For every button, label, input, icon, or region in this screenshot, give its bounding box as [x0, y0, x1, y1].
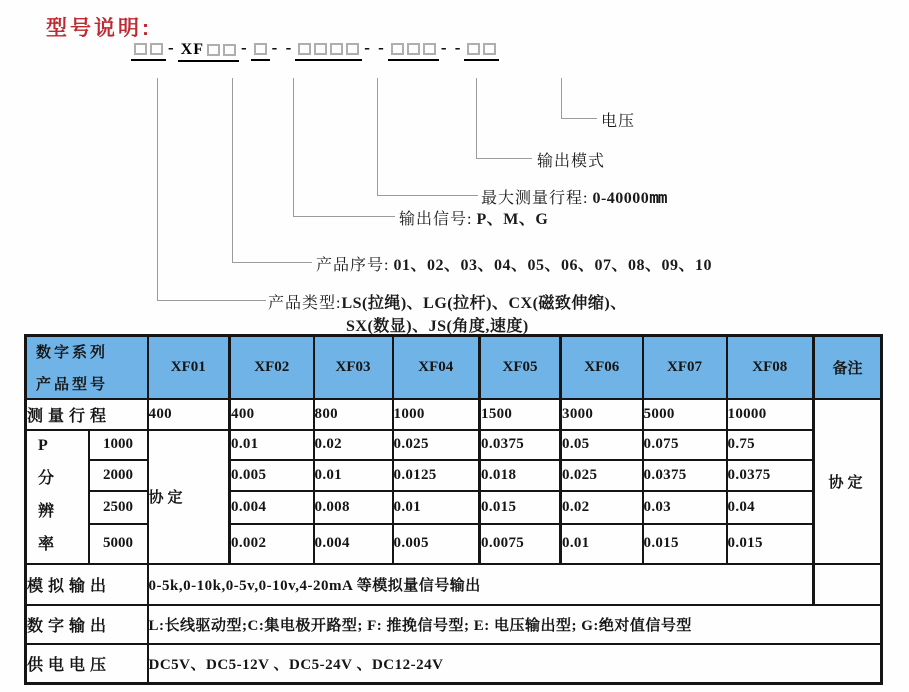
res-value: 0.01	[230, 430, 314, 460]
code-box	[346, 43, 359, 55]
callout-max-travel-label: 最大测量行程:	[481, 190, 589, 207]
p-char: 辨	[38, 503, 55, 521]
analog-value: 0-5k,0-10k,0-5v,0-10v,4-20mA 等模拟量信号输出	[148, 564, 814, 605]
code-separator: - -	[440, 38, 463, 57]
header-col-xf08: XF08	[727, 336, 814, 399]
res-value: 0.04	[727, 491, 814, 524]
travel-value: 1500	[480, 399, 561, 430]
callout-product-type	[268, 290, 627, 336]
res-value: 0.01	[561, 524, 643, 564]
travel-value: 1000	[393, 399, 480, 430]
res-value: 0.02	[314, 430, 393, 460]
callout-connector-horizontal	[377, 195, 478, 196]
code-box	[207, 44, 220, 56]
travel-label: 测量行程	[26, 399, 148, 430]
callout-max-travel-value: 0-40000	[592, 190, 650, 207]
res-value: 0.025	[561, 460, 643, 491]
res-value: 0.002	[230, 524, 314, 564]
callout-product-type-label: 产品类型:	[268, 295, 342, 312]
res-value: 0.018	[480, 460, 561, 491]
code-segment-4	[295, 42, 362, 61]
page-title: 型号说明:	[46, 17, 152, 40]
callout-output-signal	[399, 206, 548, 229]
code-box	[134, 43, 147, 55]
code-prefix-xf: XF	[180, 41, 204, 58]
travel-value: 10000	[727, 399, 814, 430]
travel-value: 3000	[561, 399, 643, 430]
code-separator: -	[241, 38, 249, 57]
remark-agreement-cell: 协定	[814, 399, 882, 564]
table-row-travel	[26, 399, 882, 430]
code-segment-5	[388, 42, 439, 61]
table-row-res-1000	[26, 430, 882, 460]
header-col-xf05: XF05	[480, 336, 561, 399]
analog-remark-empty	[814, 564, 882, 605]
code-separator: - -	[271, 38, 294, 57]
travel-value: 800	[314, 399, 393, 430]
header-col-xf03: XF03	[314, 336, 393, 399]
freq-cell: 5000	[89, 524, 148, 564]
resolution-p-chars	[27, 431, 88, 563]
code-box	[223, 44, 236, 56]
code-segment-3	[251, 42, 270, 61]
code-segment-1	[131, 42, 166, 61]
table-row-digital	[26, 605, 882, 644]
res-value: 0.075	[643, 430, 727, 460]
header-col-xf07: XF07	[643, 336, 727, 399]
code-box	[314, 43, 327, 55]
res-value: 0.01	[393, 491, 480, 524]
code-box	[150, 43, 163, 55]
code-box	[298, 43, 311, 55]
res-value: 0.75	[727, 430, 814, 460]
digital-label: 数字输出	[26, 605, 148, 644]
analog-label: 模拟输出	[26, 564, 148, 605]
callout-connector-horizontal	[232, 262, 312, 263]
p-char: 分	[38, 469, 55, 487]
callout-connector-vertical	[476, 78, 477, 158]
p-char: P	[38, 436, 48, 454]
callout-product-type-line1	[268, 290, 627, 313]
res-value: 0.05	[561, 430, 643, 460]
res-value: 0.005	[393, 524, 480, 564]
callout-connector-vertical	[377, 78, 378, 195]
header-series-label	[26, 336, 148, 399]
resolution-p-label	[26, 430, 89, 564]
res-value: 0.0375	[727, 460, 814, 491]
xf01-agreement-cell: 协定	[148, 430, 230, 564]
callout-product-serial	[316, 252, 712, 275]
power-value: DC5V、DC5-12V 、DC5-24V 、DC12-24V	[148, 644, 882, 684]
code-separator: -	[168, 38, 176, 57]
res-value: 0.004	[314, 524, 393, 564]
callout-product-type-line2: SX(数显)、JS(角度,速度)	[346, 318, 529, 335]
res-value: 0.0375	[643, 460, 727, 491]
freq-cell: 1000	[89, 430, 148, 460]
callout-output-mode-label: 输出模式	[537, 153, 606, 170]
freq-cell: 2500	[89, 491, 148, 524]
code-box	[330, 43, 343, 55]
code-segment-6	[464, 42, 499, 61]
callout-voltage	[601, 108, 635, 131]
callout-connector-horizontal	[476, 158, 532, 159]
header-col-xf01: XF01	[148, 336, 230, 399]
power-label: 供电电压	[26, 644, 148, 684]
callout-output-mode	[537, 148, 605, 171]
travel-value: 400	[230, 399, 314, 430]
res-value: 0.0125	[393, 460, 480, 491]
callout-connector-vertical	[293, 78, 294, 216]
header-col-xf06: XF06	[561, 336, 643, 399]
travel-value: 5000	[643, 399, 727, 430]
callout-product-serial-label: 产品序号:	[316, 257, 390, 274]
res-value: 0.0375	[480, 430, 561, 460]
res-value: 0.004	[230, 491, 314, 524]
spec-table	[24, 334, 883, 685]
callout-connector-horizontal	[157, 300, 266, 301]
callout-product-type-value: LS(拉绳)、LG(拉杆)、CX(磁致伸缩)、	[341, 295, 627, 312]
code-box	[254, 43, 267, 55]
travel-value: 400	[148, 399, 230, 430]
freq-cell: 2000	[89, 460, 148, 491]
callout-connector-horizontal	[561, 118, 597, 119]
callout-product-serial-value: 01、02、03、04、05、06、07、08、09、10	[393, 257, 712, 274]
code-box	[467, 43, 480, 55]
code-segment-2	[178, 42, 239, 62]
callout-max-travel	[481, 185, 667, 208]
res-value: 0.01	[314, 460, 393, 491]
header-col-remark: 备注	[814, 336, 882, 399]
table-row-analog	[26, 564, 882, 605]
callout-connector-vertical	[561, 78, 562, 118]
code-box	[391, 43, 404, 55]
p-char: 率	[38, 536, 55, 554]
code-box	[423, 43, 436, 55]
callout-output-signal-label: 输出信号:	[399, 211, 473, 228]
callout-connector-vertical	[157, 78, 158, 300]
res-value: 0.025	[393, 430, 480, 460]
callout-connector-vertical	[232, 78, 233, 262]
res-value: 0.015	[643, 524, 727, 564]
header-series-line2: 产品型号	[36, 376, 109, 393]
header-col-xf02: XF02	[230, 336, 314, 399]
table-row-power	[26, 644, 882, 684]
code-separator: - -	[364, 38, 386, 57]
res-value: 0.005	[230, 460, 314, 491]
model-code	[131, 38, 499, 62]
res-value: 0.0075	[480, 524, 561, 564]
digital-value: L:长线驱动型;C:集电极开路型; F: 推挽信号型; E: 电压输出型; G:绝对值信号型	[148, 605, 882, 644]
callout-output-signal-value: P、M、G	[476, 211, 549, 228]
res-value: 0.008	[314, 491, 393, 524]
res-value: 0.03	[643, 491, 727, 524]
res-value: 0.015	[480, 491, 561, 524]
header-col-xf04: XF04	[393, 336, 480, 399]
code-box	[407, 43, 420, 55]
callout-max-travel-unit: mm	[649, 188, 667, 207]
table-header-row	[26, 336, 882, 399]
callout-voltage-label: 电压	[601, 113, 636, 130]
header-series-line1: 数字系列	[36, 344, 109, 361]
callout-connector-horizontal	[293, 216, 395, 217]
res-value: 0.015	[727, 524, 814, 564]
code-box	[483, 43, 496, 55]
res-value: 0.02	[561, 491, 643, 524]
